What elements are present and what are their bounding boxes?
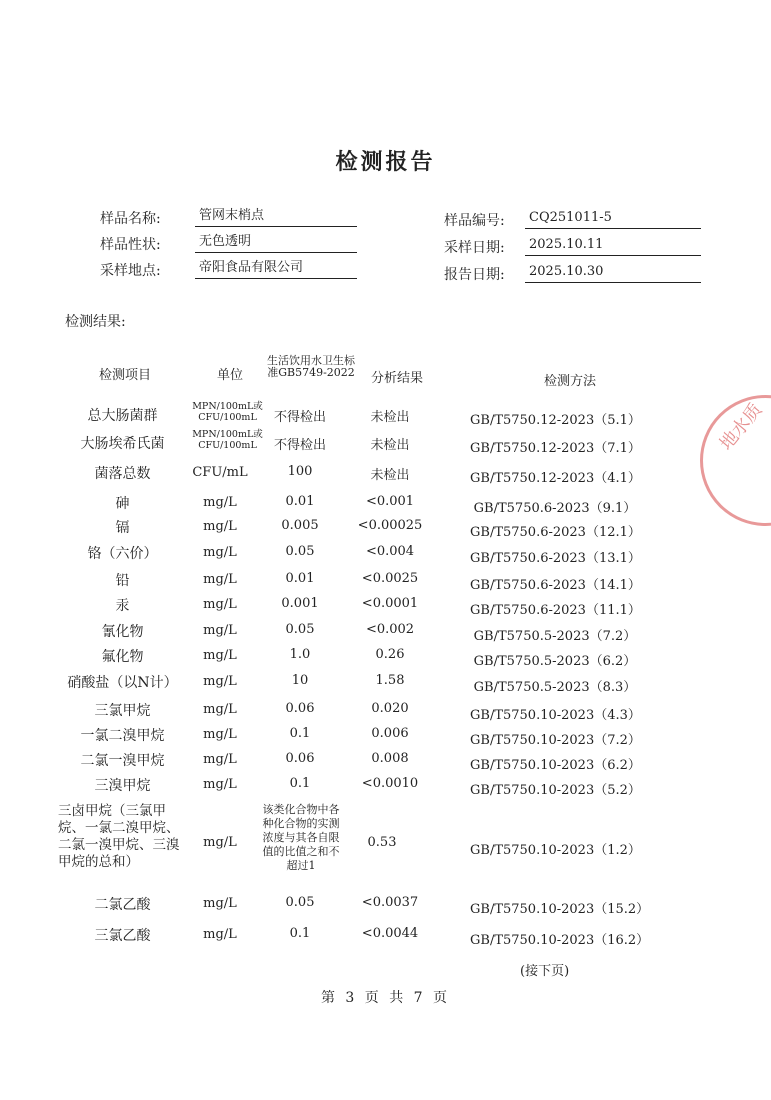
cell-item: 砷 bbox=[115, 496, 130, 512]
cell-limit: 0.05 bbox=[285, 622, 315, 637]
cell-result: <0.004 bbox=[365, 544, 415, 559]
cell-method: GB/T5750.12-2023（5.1） bbox=[470, 413, 641, 428]
cell-item: 一氯二溴甲烷 bbox=[80, 728, 165, 744]
cell-method: GB/T5750.5-2023（7.2） bbox=[473, 629, 637, 644]
cell-limit: 1.0 bbox=[289, 647, 311, 662]
cell-unit: mg/L bbox=[203, 623, 237, 638]
cell-method: GB/T5750.10-2023（16.2） bbox=[470, 933, 650, 948]
header-result: 分析结果 bbox=[370, 371, 423, 386]
cell-limit: 该类化合物中各种化合物的实测浓度与其各自限值的比值之和不超过1 bbox=[262, 803, 340, 872]
cell-item: 铬（六价） bbox=[87, 546, 158, 562]
sample-no-label: 样品编号: bbox=[444, 213, 505, 229]
cell-method: GB/T5750.6-2023（11.1） bbox=[470, 603, 641, 618]
cell-item: 氰化物 bbox=[101, 624, 144, 640]
cell-unit: mg/L bbox=[203, 777, 237, 792]
cell-result: <0.0025 bbox=[361, 571, 419, 586]
official-seal bbox=[700, 395, 771, 526]
cell-result: <0.0037 bbox=[361, 895, 419, 910]
cell-result: 未检出 bbox=[370, 438, 410, 453]
cell-unit: mg/L bbox=[203, 572, 237, 587]
header-method: 检测方法 bbox=[543, 374, 596, 389]
cell-result: <0.00025 bbox=[357, 518, 423, 533]
results-label: 检测结果: bbox=[65, 314, 126, 330]
cell-unit: mg/L bbox=[203, 597, 237, 612]
sampling-date-value: 2025.10.11 bbox=[525, 235, 701, 256]
cell-limit: 0.1 bbox=[289, 776, 311, 791]
cell-unit: mg/L bbox=[203, 727, 237, 742]
cell-item: 硝酸盐（以N计） bbox=[67, 675, 178, 691]
cell-method: GB/T5750.6-2023（9.1） bbox=[473, 501, 637, 516]
cell-method: GB/T5750.12-2023（4.1） bbox=[470, 471, 641, 486]
cell-result: <0.0010 bbox=[361, 776, 419, 791]
cell-limit: 0.01 bbox=[285, 494, 315, 509]
cell-limit: 10 bbox=[291, 673, 309, 688]
cell-method: GB/T5750.6-2023（14.1） bbox=[470, 578, 641, 593]
cell-result: 0.020 bbox=[371, 701, 409, 716]
cell-result: 1.58 bbox=[375, 673, 405, 688]
cell-item: 氟化物 bbox=[101, 649, 144, 665]
cell-limit: 0.001 bbox=[281, 596, 319, 611]
cell-method: GB/T5750.10-2023（15.2） bbox=[470, 902, 650, 917]
header-item: 检测项目 bbox=[98, 368, 151, 383]
cell-unit: mg/L bbox=[203, 702, 237, 717]
cell-method: GB/T5750.5-2023（6.2） bbox=[473, 654, 637, 669]
cell-limit: 0.1 bbox=[289, 926, 311, 941]
cell-method: GB/T5750.10-2023（7.2） bbox=[470, 733, 641, 748]
cell-unit: mg/L bbox=[203, 896, 237, 911]
sampling-date-label: 采样日期: bbox=[444, 240, 505, 256]
cell-unit: mg/L bbox=[203, 519, 237, 534]
cell-limit: 0.05 bbox=[285, 895, 315, 910]
cell-limit: 0.01 bbox=[285, 571, 315, 586]
report-date-value: 2025.10.30 bbox=[525, 262, 701, 283]
cell-result: 0.26 bbox=[375, 647, 405, 662]
cell-result: <0.002 bbox=[365, 622, 415, 637]
cell-result: 0.008 bbox=[371, 751, 409, 766]
sample-state-label: 样品性状: bbox=[100, 237, 161, 253]
cell-item: 三氯甲烷 bbox=[94, 703, 151, 719]
cell-limit: 0.06 bbox=[285, 751, 315, 766]
sampling-site-label: 采样地点: bbox=[100, 263, 161, 279]
header-unit: 单位 bbox=[216, 368, 243, 383]
cell-method: GB/T5750.10-2023（4.3） bbox=[470, 708, 641, 723]
header-standard: 生活饮用水卫生标准GB5749-2022 bbox=[267, 354, 355, 379]
cell-item: 二氯一溴甲烷 bbox=[80, 753, 165, 769]
cell-unit: CFU/mL bbox=[192, 465, 248, 480]
cell-item: 大肠埃希氏菌 bbox=[80, 436, 165, 452]
cell-result: 未检出 bbox=[370, 468, 410, 483]
continued-note: (接下页) bbox=[520, 964, 570, 979]
cell-unit: mg/L bbox=[203, 495, 237, 510]
cell-item: 铅 bbox=[115, 573, 130, 589]
cell-limit: 0.06 bbox=[285, 701, 315, 716]
cell-method: GB/T5750.10-2023（6.2） bbox=[470, 758, 641, 773]
cell-unit: mg/L bbox=[203, 545, 237, 560]
cell-result: <0.0044 bbox=[361, 926, 419, 941]
cell-item: 镉 bbox=[115, 520, 130, 536]
cell-item: 菌落总数 bbox=[94, 466, 151, 482]
cell-result: 0.006 bbox=[371, 726, 409, 741]
seal-text: 地水质 bbox=[715, 399, 767, 455]
cell-limit: 0.05 bbox=[285, 544, 315, 559]
sample-name-value: 管网末梢点 bbox=[195, 206, 357, 227]
cell-unit: mg/L bbox=[203, 752, 237, 767]
cell-item: 汞 bbox=[115, 598, 130, 614]
cell-item: 三氯乙酸 bbox=[94, 928, 151, 944]
sample-state-value: 无色透明 bbox=[195, 232, 357, 253]
cell-unit: mg/L bbox=[203, 927, 237, 942]
cell-result: <0.0001 bbox=[361, 596, 419, 611]
cell-method: GB/T5750.6-2023（12.1） bbox=[470, 525, 641, 540]
cell-item: 总大肠菌群 bbox=[87, 408, 158, 424]
cell-result: <0.001 bbox=[365, 494, 415, 509]
sample-name-label: 样品名称: bbox=[100, 211, 161, 227]
report-date-label: 报告日期: bbox=[444, 267, 505, 283]
cell-method: GB/T5750.10-2023（5.2） bbox=[470, 783, 641, 798]
cell-method: GB/T5750.12-2023（7.1） bbox=[470, 441, 641, 456]
cell-method: GB/T5750.10-2023（1.2） bbox=[470, 843, 641, 858]
cell-limit: 不得检出 bbox=[273, 410, 326, 425]
cell-result: 0.53 bbox=[367, 835, 397, 850]
cell-unit: mg/L bbox=[203, 674, 237, 689]
cell-method: GB/T5750.6-2023（13.1） bbox=[470, 551, 641, 566]
cell-unit: MPN/100mL或CFU/100mL bbox=[192, 401, 263, 423]
cell-unit: mg/L bbox=[203, 835, 237, 850]
sampling-site-value: 帝阳食品有限公司 bbox=[195, 258, 357, 279]
report-title: 检测报告 bbox=[335, 149, 436, 175]
cell-item: 二氯乙酸 bbox=[94, 897, 151, 913]
cell-item: 三卤甲烷（三氯甲烷、一氯二溴甲烷、二氯一溴甲烷、三溴甲烷的总和） bbox=[58, 803, 180, 870]
cell-limit: 0.005 bbox=[281, 518, 319, 533]
cell-result: 未检出 bbox=[370, 410, 410, 425]
cell-limit: 不得检出 bbox=[273, 438, 326, 453]
cell-unit: mg/L bbox=[203, 648, 237, 663]
sample-no-value: CQ251011-5 bbox=[525, 208, 701, 229]
cell-limit: 0.1 bbox=[289, 726, 311, 741]
page-footer: 第 3 页 共 7 页 bbox=[320, 990, 451, 1006]
cell-unit: MPN/100mL或CFU/100mL bbox=[192, 429, 263, 451]
cell-method: GB/T5750.5-2023（8.3） bbox=[473, 680, 637, 695]
cell-item: 三溴甲烷 bbox=[94, 778, 151, 794]
cell-limit: 100 bbox=[287, 464, 313, 479]
